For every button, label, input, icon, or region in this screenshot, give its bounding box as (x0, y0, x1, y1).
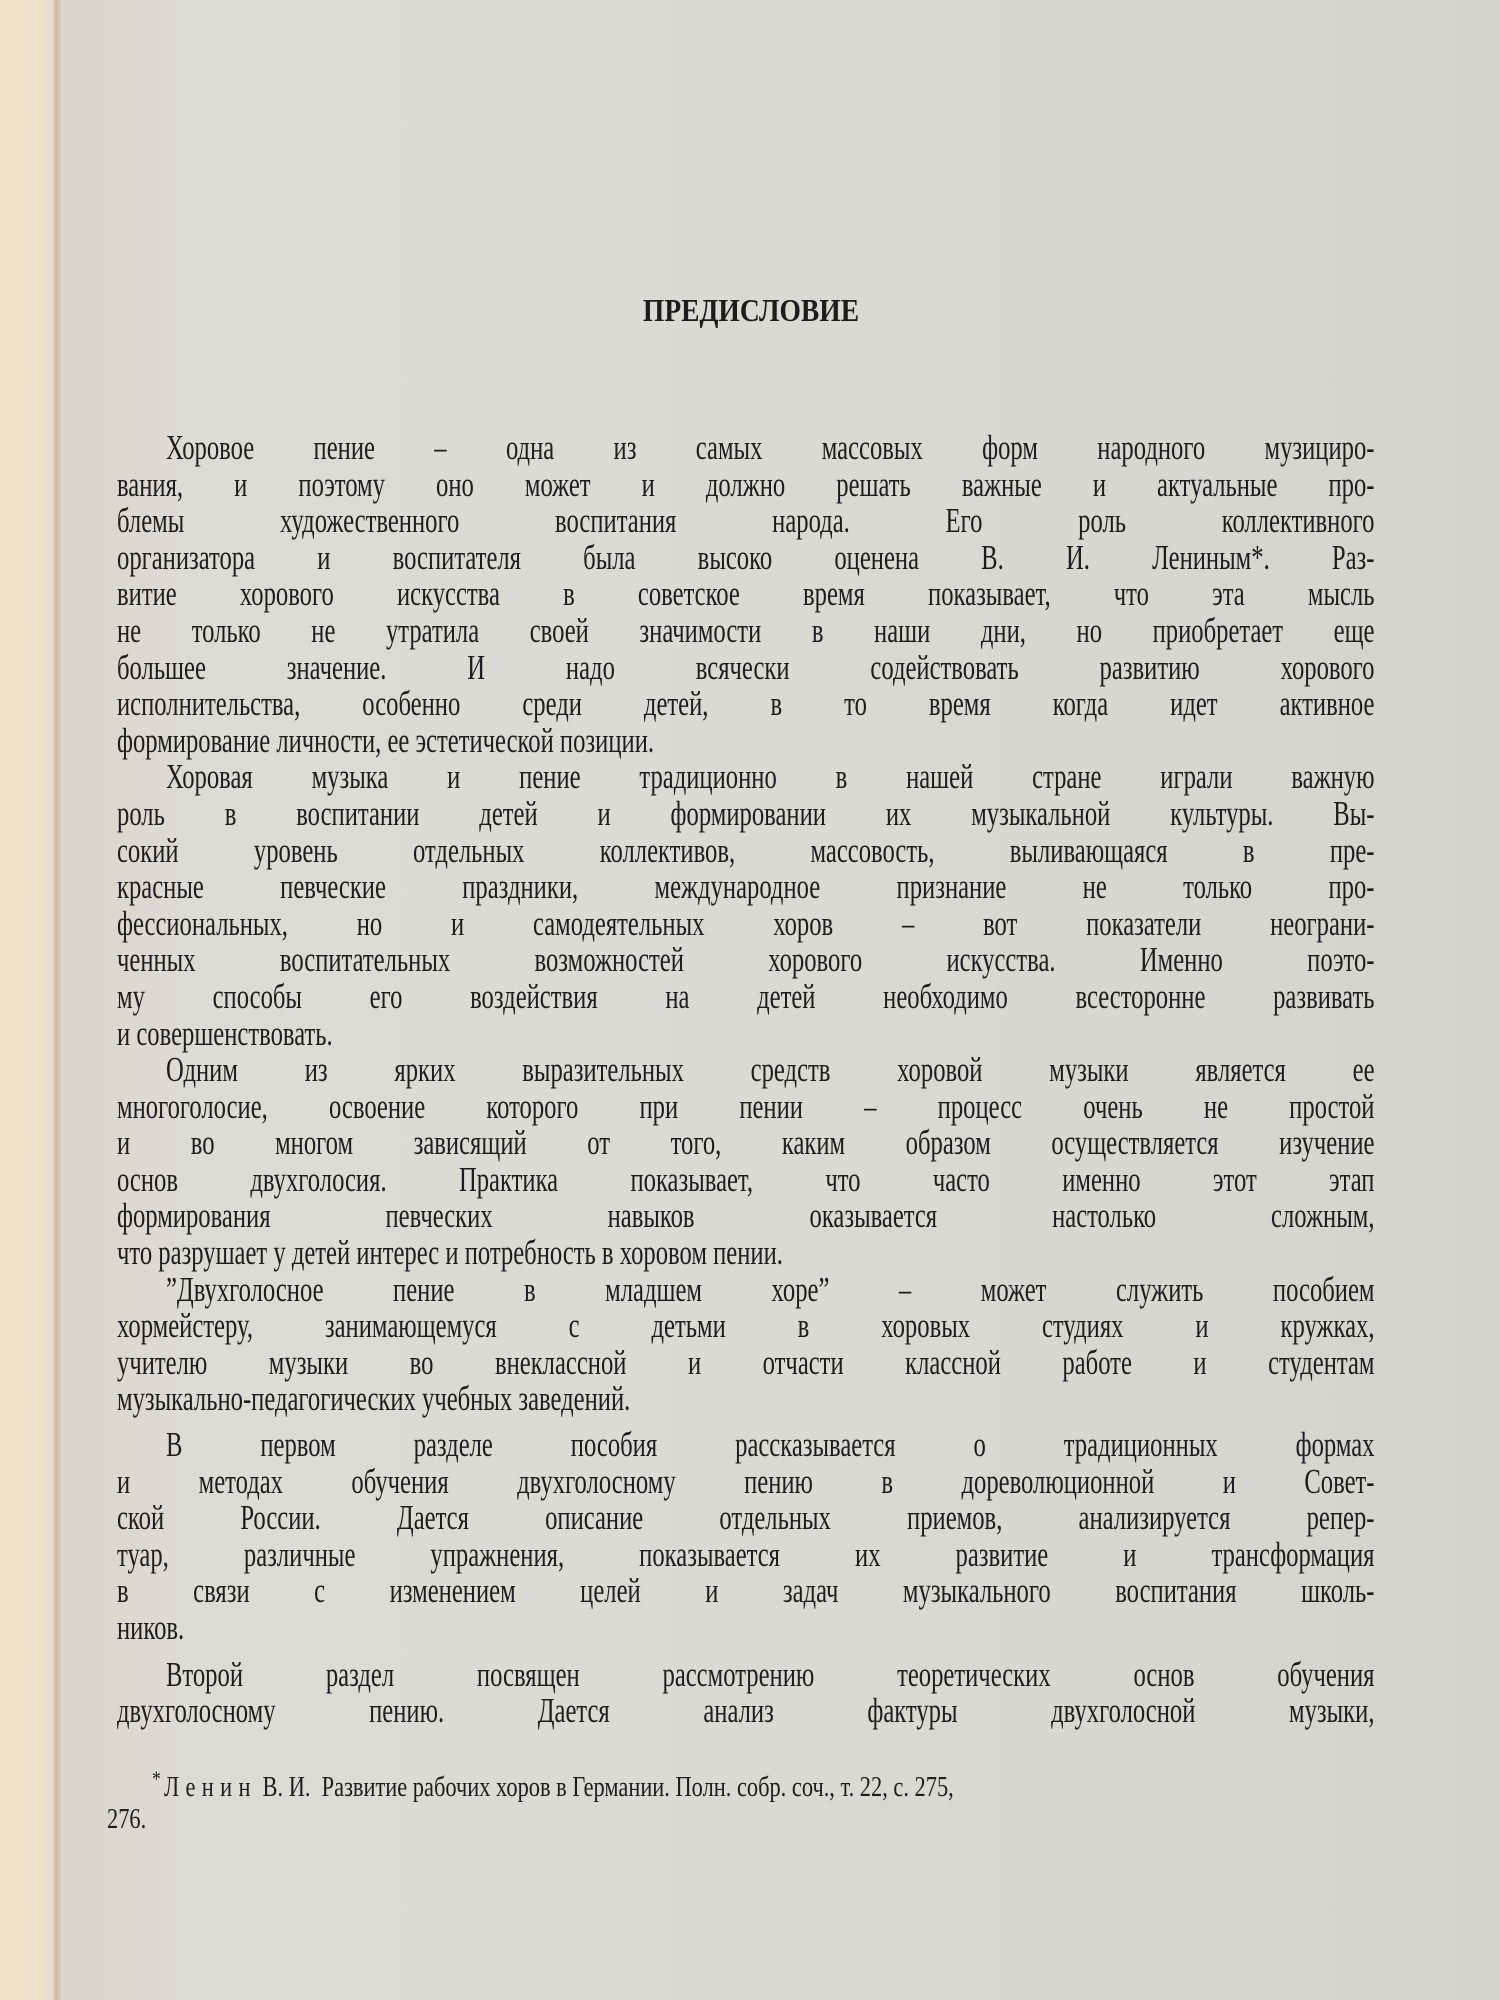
text-line (117, 1381, 1375, 1418)
text-line-content: роль в воспитании детей и формировании их музыкальной культуры. Вы- (117, 794, 1375, 833)
text-line-content: и во многом зависящий от того, каким образом осуществляется изучение (117, 1124, 1375, 1163)
text-line-content: блемы художественного воспитания народа. Его роль коллективного (117, 502, 1375, 541)
paragraph (117, 1657, 1375, 1730)
text-line-content: что разрушает у детей интерес и потребность в хоровом пении. (117, 1234, 783, 1273)
footnote-text: Развитие рабочих хоров в Германии. Полн. собр. соч., т. 22, с. 275, (321, 1772, 954, 1803)
footnote-author: Ленин (164, 1772, 257, 1803)
text-line (117, 906, 1375, 943)
text-line-content: формирование личности, ее эстетической позиции. (117, 721, 655, 760)
text-line (117, 1052, 1375, 1089)
text-line (117, 759, 1375, 796)
text-line (117, 576, 1375, 613)
footnote-initials: В. И. (262, 1772, 311, 1803)
footnote-continuation: 276. (107, 1804, 147, 1835)
text-line-content: двухголосному пению. Дается анализ фактуры двухголосной музыки, (117, 1692, 1375, 1731)
text-line-content: красные певческие праздники, международное признание не только про- (117, 868, 1375, 907)
text-line-content: ников. (117, 1609, 185, 1647)
text-line-content: многоголосие, освоение которого при пении – процесс очень не простой (117, 1087, 1375, 1126)
text-line-content: Второй раздел посвящен рассмотрению теоретических основ обучения (166, 1655, 1375, 1694)
text-line (117, 1162, 1375, 1199)
text-line (117, 796, 1375, 833)
text-line (117, 430, 1375, 467)
text-line (117, 613, 1375, 650)
text-line (117, 467, 1375, 504)
text-line (117, 723, 1375, 760)
text-line (117, 1573, 1375, 1610)
text-line-content: и методах обучения двухголосному пению в дореволюционной и Совет- (117, 1462, 1375, 1501)
body-text (117, 430, 1375, 1730)
text-line-content: большее значение. И надо всячески содействовать развитию хорового (117, 648, 1375, 687)
text-line-content: формирования певческих навыков оказывается настолько сложным, (117, 1197, 1375, 1236)
text-line-content: ”Двухголосное пение в младшем хоре” – может служить пособием (166, 1270, 1375, 1309)
text-line (117, 1693, 1375, 1730)
text-line (117, 1016, 1375, 1053)
text-line (117, 1125, 1375, 1162)
text-line (117, 869, 1375, 906)
text-line (117, 1198, 1375, 1235)
text-line (117, 1500, 1375, 1537)
footnote (107, 1766, 1357, 1836)
text-line-content: фессиональных, но и самодеятельных хоров – вот показатели неограни- (117, 904, 1375, 943)
text-line (117, 503, 1375, 540)
text-line-content: организатора и воспитателя была высоко оценена В. И. Лениным*. Раз- (117, 538, 1375, 577)
text-line-content: му способы его воздействия на детей необходимо всесторонне развивать (117, 977, 1375, 1016)
text-line (117, 1089, 1375, 1126)
text-line (117, 1345, 1375, 1382)
text-line-content: в связи с изменением целей и задач музыкального воспитания школь- (117, 1572, 1375, 1611)
text-line-content: витие хорового искусства в советское время показывает, что эта мысль (117, 575, 1375, 614)
text-line (117, 1235, 1375, 1272)
text-line-content: ченных воспитательных возможностей хорового искусства. Именно поэто- (117, 941, 1375, 980)
text-line-content: Хоровое пение – одна из самых массовых форм народного музициро- (166, 429, 1375, 467)
paragraph (117, 759, 1375, 1052)
text-line (117, 1272, 1375, 1309)
text-line-content: хормейстеру, занимающемуся с детьми в хоровых студиях и кружках, (117, 1307, 1375, 1346)
text-line (117, 833, 1375, 870)
text-line (117, 1610, 1375, 1647)
page-heading: ПРЕДИСЛОВИЕ (642, 292, 860, 328)
text-line (117, 650, 1375, 687)
text-line-content: ской России. Дается описание отдельных приемов, анализируется репер- (117, 1499, 1375, 1538)
text-line-content: учителю музыки во внеклассной и отчасти классной работе и студентам (117, 1343, 1375, 1382)
text-line-content: вания, и поэтому оно может и должно решать важные и актуальные про- (117, 465, 1375, 504)
text-line-content: и совершенствовать. (117, 1014, 333, 1053)
text-line-content: Хоровая музыка и пение традиционно в нашей стране играли важную (166, 758, 1375, 797)
text-line (117, 1308, 1375, 1345)
paragraph (117, 1052, 1375, 1272)
paragraph (117, 1272, 1375, 1418)
text-line-content: Одним из ярких выразительных средств хоровой музыки является ее (166, 1051, 1375, 1090)
text-line-content: В первом разделе пособия рассказывается о традиционных формах (166, 1426, 1375, 1465)
text-line (117, 979, 1375, 1016)
text-line-content: сокий уровень отдельных коллективов, массовость, выливающаяся в пре- (117, 831, 1375, 870)
text-line (117, 1427, 1375, 1464)
text-line-content: исполнительства, особенно среди детей, в то время когда идет активное (117, 685, 1375, 724)
text-line (117, 540, 1375, 577)
text-line-content: музыкально-педагогических учебных заведений. (117, 1380, 631, 1419)
text-line-content: не только не утратила своей значимости в наши дни, но приобретает еще (117, 611, 1375, 650)
text-line (117, 1464, 1375, 1501)
text-line-content: основ двухголосия. Практика показывает, что часто именно этот этап (117, 1160, 1375, 1199)
text-line (117, 942, 1375, 979)
text-line-content: туар, различные упражнения, показывается их развитие и трансформация (117, 1535, 1375, 1574)
footnote-line (107, 1766, 1357, 1804)
footnote-marker: * (152, 1766, 161, 1791)
text-line (117, 1537, 1375, 1574)
text-line (117, 1657, 1375, 1694)
footnote-line (107, 1804, 1357, 1836)
paragraph (117, 1427, 1375, 1647)
paragraph (117, 430, 1375, 759)
text-line (117, 686, 1375, 723)
